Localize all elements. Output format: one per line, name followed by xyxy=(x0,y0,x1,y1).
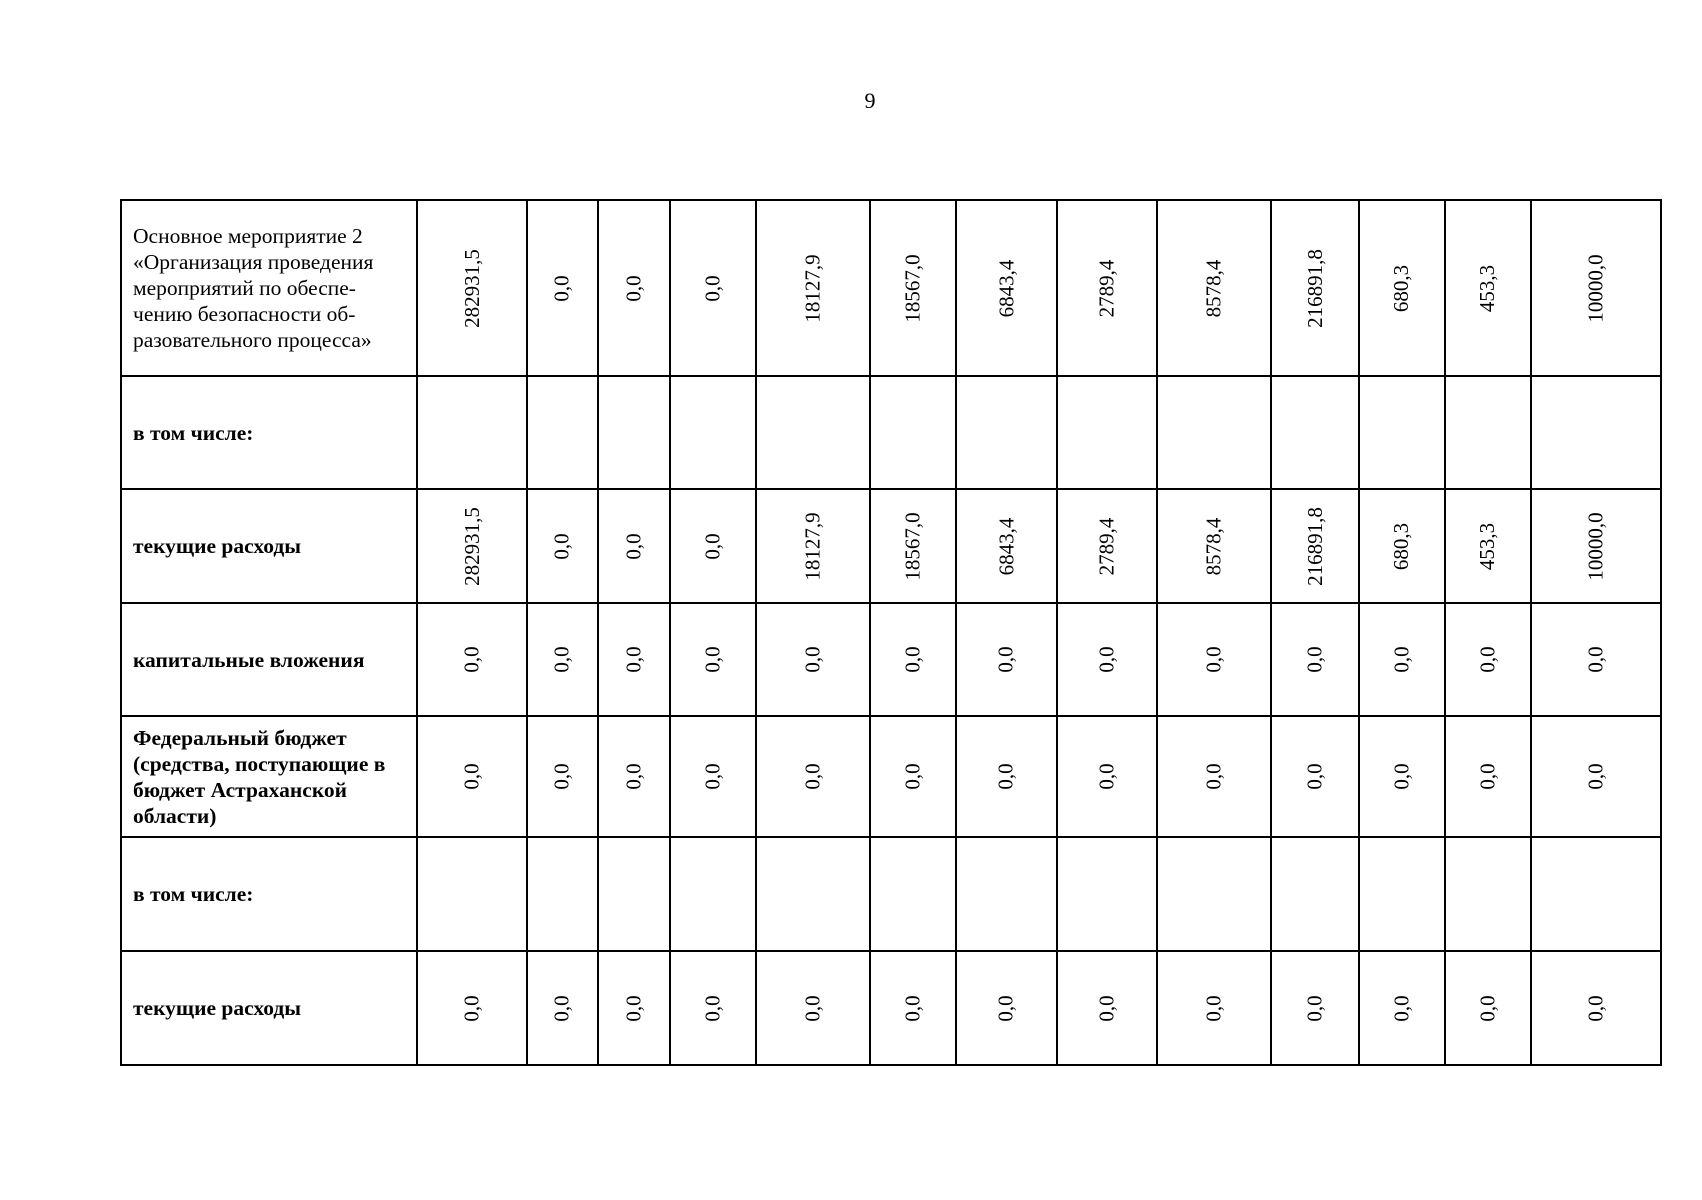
value-cell xyxy=(756,716,870,837)
cell-value: 10000,0 xyxy=(1583,511,1608,581)
cell-value: 0,0 xyxy=(994,646,1018,673)
value-cell xyxy=(1057,376,1157,489)
cell-value: 0,0 xyxy=(1094,646,1119,673)
value-cell xyxy=(1531,837,1661,951)
cell-value: 0,0 xyxy=(700,763,725,790)
cell-value: 0,0 xyxy=(550,994,574,1022)
cell-value: 0,0 xyxy=(800,763,825,790)
cell-value: 680,3 xyxy=(1389,522,1414,570)
value-cell xyxy=(670,837,756,951)
value-cell xyxy=(527,489,598,603)
value-cell xyxy=(756,603,870,716)
value-cell xyxy=(417,716,527,837)
value-cell xyxy=(956,603,1057,716)
value-cell xyxy=(956,376,1057,489)
value-cell xyxy=(1445,603,1531,716)
value-cell xyxy=(1271,603,1359,716)
value-cell xyxy=(1271,489,1359,603)
value-cell xyxy=(870,489,956,603)
cell-value: 0,0 xyxy=(1475,646,1500,673)
cell-value: 0,0 xyxy=(1302,994,1327,1022)
value-cell xyxy=(670,200,756,376)
cell-value: 0,0 xyxy=(900,763,925,790)
table-row xyxy=(121,489,1661,603)
value-cell xyxy=(1531,200,1661,376)
cell-value: 282931,5 xyxy=(459,506,484,586)
value-cell xyxy=(956,951,1057,1065)
value-cell xyxy=(756,489,870,603)
value-cell xyxy=(1157,716,1271,837)
cell-value: 0,0 xyxy=(1389,763,1414,790)
cell-value: 0,0 xyxy=(1475,994,1500,1022)
cell-value: 0,0 xyxy=(1475,763,1500,790)
value-cell xyxy=(1271,716,1359,837)
cell-value: 10000,0 xyxy=(1583,253,1608,323)
value-cell xyxy=(1157,376,1271,489)
table-row xyxy=(121,200,1661,376)
value-cell xyxy=(1157,837,1271,951)
cell-value: 0,0 xyxy=(700,532,725,560)
value-cell xyxy=(1359,200,1445,376)
cell-value: 0,0 xyxy=(700,994,725,1022)
row-label: текущие расходы xyxy=(121,951,417,1065)
cell-value: 0,0 xyxy=(621,532,646,560)
value-cell xyxy=(527,951,598,1065)
table-row xyxy=(121,603,1661,716)
cell-value: 0,0 xyxy=(550,763,574,790)
cell-value: 0,0 xyxy=(621,994,646,1022)
value-cell xyxy=(956,716,1057,837)
table-row xyxy=(121,951,1661,1065)
value-cell xyxy=(670,489,756,603)
cell-value: 0,0 xyxy=(994,763,1018,790)
table-row xyxy=(121,376,1661,489)
value-cell xyxy=(1157,489,1271,603)
value-cell xyxy=(1057,716,1157,837)
value-cell xyxy=(1445,489,1531,603)
value-cell xyxy=(1445,951,1531,1065)
value-cell xyxy=(417,376,527,489)
row-label: капитальные вложения xyxy=(121,603,417,716)
cell-value: 18127,9 xyxy=(800,511,825,581)
cell-value: 0,0 xyxy=(459,994,484,1022)
cell-value: 0,0 xyxy=(1201,994,1226,1022)
row-label: текущие расходы xyxy=(121,489,417,603)
cell-value: 0,0 xyxy=(1201,646,1226,673)
cell-value: 0,0 xyxy=(1302,763,1327,790)
value-cell xyxy=(1445,716,1531,837)
value-cell xyxy=(756,837,870,951)
value-cell xyxy=(870,716,956,837)
page-number: 9 xyxy=(864,88,876,113)
cell-value: 0,0 xyxy=(800,994,825,1022)
value-cell xyxy=(1271,376,1359,489)
value-cell xyxy=(670,603,756,716)
cell-value: 0,0 xyxy=(1583,763,1608,790)
cell-value: 0,0 xyxy=(900,646,925,673)
budget-table xyxy=(120,199,1662,1066)
value-cell xyxy=(527,200,598,376)
cell-value: 282931,5 xyxy=(459,248,484,328)
value-cell xyxy=(598,489,670,603)
value-cell xyxy=(1057,837,1157,951)
value-cell xyxy=(870,200,956,376)
value-cell xyxy=(670,951,756,1065)
cell-value: 216891,8 xyxy=(1302,506,1327,586)
cell-value: 18567,0 xyxy=(900,511,925,581)
value-cell xyxy=(598,603,670,716)
cell-value: 18567,0 xyxy=(900,253,925,323)
value-cell xyxy=(1531,951,1661,1065)
value-cell xyxy=(956,489,1057,603)
value-cell xyxy=(870,951,956,1065)
value-cell xyxy=(670,376,756,489)
value-cell xyxy=(1531,603,1661,716)
value-cell xyxy=(527,376,598,489)
cell-value: 0,0 xyxy=(700,274,725,302)
cell-value: 216891,8 xyxy=(1302,248,1327,328)
value-cell xyxy=(598,837,670,951)
value-cell xyxy=(870,837,956,951)
table-row xyxy=(121,837,1661,951)
value-cell xyxy=(870,376,956,489)
value-cell xyxy=(1445,376,1531,489)
value-cell xyxy=(417,603,527,716)
value-cell xyxy=(598,716,670,837)
value-cell xyxy=(1359,716,1445,837)
row-label: Федеральный бюджет (средства, поступающие в бюджет Астраханской области) xyxy=(121,716,417,837)
value-cell xyxy=(956,200,1057,376)
cell-value: 0,0 xyxy=(459,646,484,673)
value-cell xyxy=(1359,489,1445,603)
value-cell xyxy=(417,489,527,603)
value-cell xyxy=(527,837,598,951)
cell-value: 0,0 xyxy=(459,763,484,790)
value-cell xyxy=(1531,716,1661,837)
row-label: Основное мероприятие 2 «Организация проведения мероприятий по обеспе-чению безопасности об-разовательного процесса» xyxy=(121,200,417,376)
cell-value: 8578,4 xyxy=(1201,517,1226,575)
value-cell xyxy=(527,603,598,716)
cell-value: 0,0 xyxy=(1583,646,1608,673)
cell-value: 680,3 xyxy=(1389,264,1414,312)
cell-value: 0,0 xyxy=(621,646,646,673)
cell-value: 0,0 xyxy=(550,532,574,560)
value-cell xyxy=(1157,951,1271,1065)
cell-value: 2789,4 xyxy=(1094,259,1119,317)
value-cell xyxy=(1531,489,1661,603)
value-cell xyxy=(1359,376,1445,489)
value-cell xyxy=(1057,489,1157,603)
table-row xyxy=(121,716,1661,837)
value-cell xyxy=(1359,603,1445,716)
value-cell xyxy=(1445,837,1531,951)
cell-value: 0,0 xyxy=(800,646,825,673)
value-cell xyxy=(1271,951,1359,1065)
value-cell xyxy=(670,716,756,837)
value-cell xyxy=(756,200,870,376)
cell-value: 453,3 xyxy=(1475,264,1500,312)
cell-value: 18127,9 xyxy=(800,253,825,323)
cell-value: 0,0 xyxy=(1302,646,1327,673)
cell-value: 0,0 xyxy=(1201,763,1226,790)
value-cell xyxy=(1057,951,1157,1065)
cell-value: 6843,4 xyxy=(994,517,1018,575)
cell-value: 0,0 xyxy=(1389,646,1414,673)
value-cell xyxy=(870,603,956,716)
value-cell xyxy=(1445,200,1531,376)
cell-value: 0,0 xyxy=(550,646,574,673)
cell-value: 0,0 xyxy=(1389,994,1414,1022)
value-cell xyxy=(956,837,1057,951)
value-cell xyxy=(527,716,598,837)
cell-value: 0,0 xyxy=(621,763,646,790)
cell-value: 0,0 xyxy=(1094,763,1119,790)
value-cell xyxy=(756,951,870,1065)
cell-value: 0,0 xyxy=(900,994,925,1022)
value-cell xyxy=(1157,200,1271,376)
cell-value: 8578,4 xyxy=(1201,259,1226,317)
value-cell xyxy=(1359,951,1445,1065)
cell-value: 0,0 xyxy=(994,994,1018,1022)
cell-value: 0,0 xyxy=(700,646,725,673)
value-cell xyxy=(417,837,527,951)
value-cell xyxy=(1531,376,1661,489)
cell-value: 0,0 xyxy=(1094,994,1119,1022)
value-cell xyxy=(1057,603,1157,716)
value-cell xyxy=(1157,603,1271,716)
row-label: в том числе: xyxy=(121,837,417,951)
value-cell xyxy=(1057,200,1157,376)
value-cell xyxy=(417,200,527,376)
cell-value: 0,0 xyxy=(621,274,646,302)
value-cell xyxy=(598,951,670,1065)
value-cell xyxy=(1359,837,1445,951)
value-cell xyxy=(756,376,870,489)
cell-value: 6843,4 xyxy=(994,259,1018,317)
cell-value: 0,0 xyxy=(550,274,574,302)
cell-value: 0,0 xyxy=(1583,994,1608,1022)
cell-value: 453,3 xyxy=(1475,522,1500,570)
value-cell xyxy=(598,376,670,489)
value-cell xyxy=(1271,200,1359,376)
value-cell xyxy=(1271,837,1359,951)
row-label: в том числе: xyxy=(121,376,417,489)
cell-value: 2789,4 xyxy=(1094,517,1119,575)
value-cell xyxy=(417,951,527,1065)
value-cell xyxy=(598,200,670,376)
